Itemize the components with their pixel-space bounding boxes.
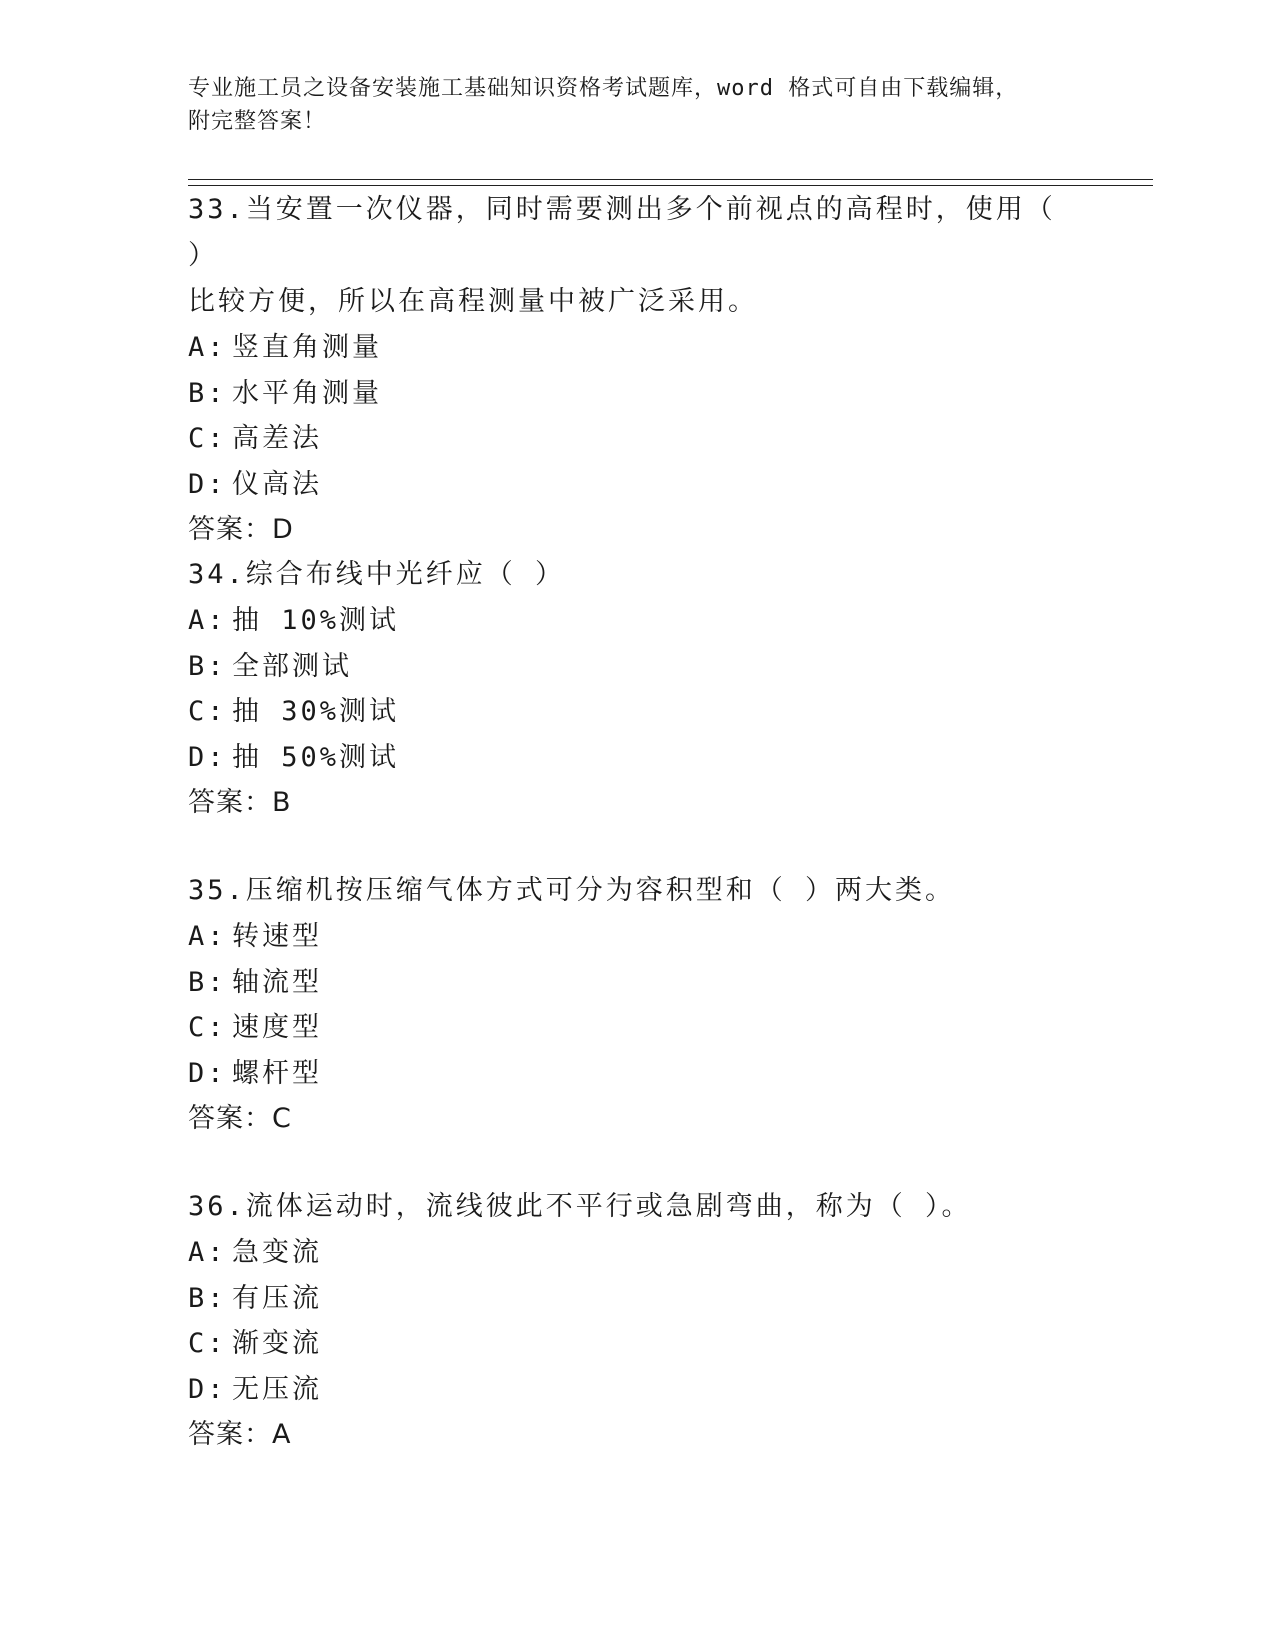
option-a bbox=[188, 325, 1088, 371]
option-c bbox=[188, 416, 1088, 462]
option-key: C: bbox=[188, 696, 227, 727]
option-text: 水平角测量 bbox=[232, 377, 382, 409]
document-header bbox=[188, 72, 1088, 138]
option-a bbox=[188, 598, 1088, 644]
option-text: 抽 30%测试 bbox=[232, 696, 400, 727]
question-34 bbox=[188, 552, 1088, 826]
option-text: 高差法 bbox=[232, 423, 322, 454]
option-key: B: bbox=[188, 1282, 227, 1314]
option-text: 仪高法 bbox=[232, 468, 322, 500]
option-key: B: bbox=[188, 966, 227, 998]
option-a bbox=[188, 1230, 1088, 1276]
question-35 bbox=[188, 868, 1088, 1142]
option-b bbox=[188, 371, 1088, 417]
header-line-1: 专业施工员之设备安装施工基础知识资格考试题库，word 格式可自由下载编辑， bbox=[188, 76, 1019, 101]
option-a bbox=[188, 914, 1088, 960]
option-text: 轴流型 bbox=[232, 966, 322, 998]
answer-line: 答案：B bbox=[188, 787, 292, 818]
question-stem-continued: 比较方便，所以在高程测量中被广泛采用。 bbox=[188, 286, 758, 317]
option-text: 急变流 bbox=[232, 1237, 322, 1268]
option-text: 螺杆型 bbox=[232, 1057, 322, 1089]
option-b bbox=[188, 1276, 1088, 1322]
option-text: 抽 10%测试 bbox=[232, 605, 400, 636]
option-text: 竖直角测量 bbox=[232, 332, 382, 363]
question-stem: 36.流体运动时，流线彼此不平行或急剧弯曲，称为（ ）。 bbox=[188, 1191, 972, 1222]
option-text: 转速型 bbox=[232, 921, 322, 952]
option-key: D: bbox=[188, 741, 227, 773]
option-text: 有压流 bbox=[232, 1282, 322, 1314]
option-d bbox=[188, 735, 1088, 781]
question-33 bbox=[188, 187, 1088, 553]
option-key: D: bbox=[188, 1373, 227, 1405]
option-key: D: bbox=[188, 468, 227, 500]
option-text: 无压流 bbox=[232, 1373, 322, 1405]
option-key: A: bbox=[188, 605, 227, 636]
option-key: A: bbox=[188, 332, 227, 363]
answer-line: 答案：C bbox=[188, 1103, 292, 1134]
option-key: C: bbox=[188, 1012, 227, 1043]
question-36 bbox=[188, 1184, 1088, 1458]
option-c bbox=[188, 1321, 1088, 1367]
option-c bbox=[188, 1005, 1088, 1051]
option-d bbox=[188, 462, 1088, 508]
question-stem: 33.当安置一次仪器，同时需要测出多个前视点的高程时，使用（ ） bbox=[188, 194, 1056, 271]
option-text: 抽 50%测试 bbox=[232, 741, 400, 773]
option-text: 全部测试 bbox=[232, 650, 352, 682]
option-b bbox=[188, 960, 1088, 1006]
header-line-2: 附完整答案！ bbox=[188, 109, 327, 134]
option-key: A: bbox=[188, 921, 227, 952]
answer-line: 答案：A bbox=[188, 1419, 292, 1450]
option-b bbox=[188, 644, 1088, 690]
answer-line: 答案：D bbox=[188, 514, 294, 545]
option-c bbox=[188, 689, 1088, 735]
option-key: A: bbox=[188, 1237, 227, 1268]
option-key: C: bbox=[188, 423, 227, 454]
option-text: 速度型 bbox=[232, 1012, 322, 1043]
header-divider-top bbox=[188, 179, 1153, 180]
option-key: B: bbox=[188, 650, 227, 682]
option-text: 渐变流 bbox=[232, 1328, 322, 1359]
option-d bbox=[188, 1367, 1088, 1413]
question-stem: 35.压缩机按压缩气体方式可分为容积型和（ ）两大类。 bbox=[188, 875, 956, 906]
option-d bbox=[188, 1051, 1088, 1097]
option-key: C: bbox=[188, 1328, 227, 1359]
question-stem: 34.综合布线中光纤应（ ） bbox=[188, 559, 566, 590]
option-key: D: bbox=[188, 1057, 227, 1089]
header-divider-bottom bbox=[188, 185, 1153, 186]
option-key: B: bbox=[188, 377, 227, 409]
